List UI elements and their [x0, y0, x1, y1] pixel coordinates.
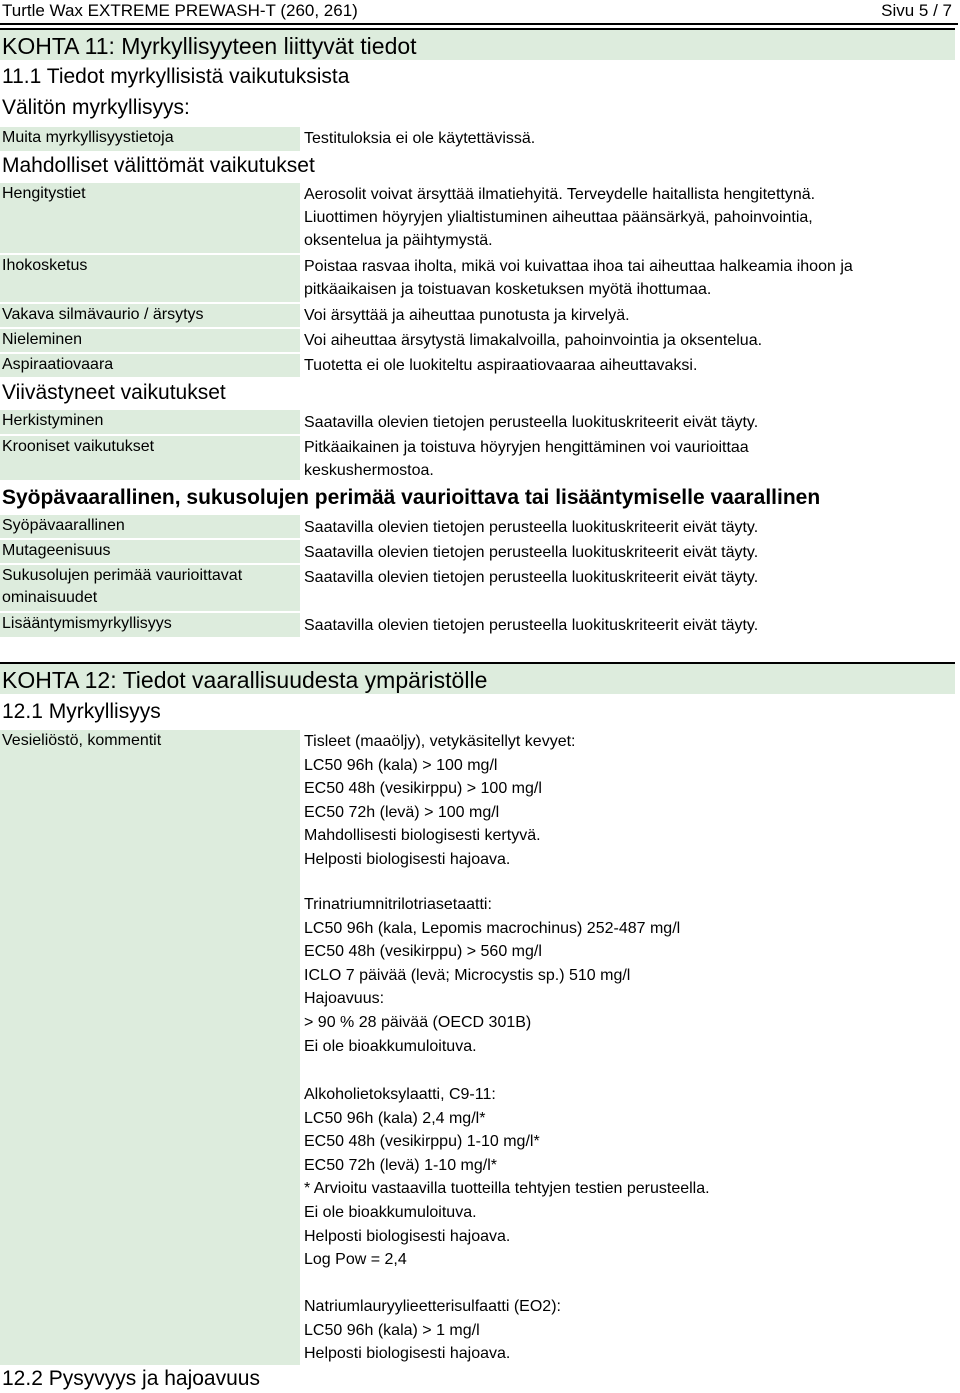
ingestion-label: Nieleminen [0, 329, 300, 352]
acute-toxicity-heading: Välitön myrkyllisyys: [2, 96, 190, 119]
inhalation-label: Hengitystiet [0, 183, 300, 253]
page-number: Sivu 5 / 7 [881, 1, 952, 20]
aquatic-block-nta: Trinatriumnitrilotriasetaatti: LC50 96h (kala, Lepomis macrochinus) 252-487 mg/l EC50 48h (vesikirppu) > 560 mg/l ICLO 7 päivää (levä; Microcystis sp.) 510 mg/l Hajoavuus: > 90 % 28 päivää (OECD 301B) Ei ole bioakkumuloituva. [304, 896, 681, 1055]
other-toxicity-label: Muita myrkyllisyystietoja [0, 127, 300, 151]
subsection-12-2-heading: 12.2 Pysyvyys ja hajoavuus [2, 1367, 260, 1390]
cmr-heading: Syöpävaarallinen, sukusolujen perimää vaurioittava tai lisääntymiselle vaarallinen [2, 486, 821, 509]
chronic-effects-value: Pitkäaikainen ja toistuva höyryjen hengittäminen voi vaurioittaa keskushermostoa. [304, 439, 749, 479]
section-11-title: KOHTA 11: Myrkyllisyyteen liittyvät tiedot [0, 28, 955, 60]
skin-contact-value: Poistaa rasvaa iholta, mikä voi kuivattaa ihoa tai aiheuttaa halkeamia ihoon ja pitkäaikaisen ja toistuavan kosketuksen myötä ihottumaa. [304, 258, 853, 298]
aspiration-label: Aspiraatiovaara [0, 354, 300, 377]
aquatic-comments-label: Vesieliöstö, kommentit [0, 730, 300, 1365]
chronic-effects-label: Krooniset vaikutukset [0, 436, 300, 480]
inhalation-value: Aerosolit voivat ärsyttää ilmatiehyitä. Terveydelle haitallista hengitettynä. Liuottimen höyryjen ylialtistuminen aiheuttaa päänsärkyä, pahoinvointia, oksentelua ja päihtymystä. [304, 186, 816, 249]
mutagenicity-value: Saatavilla olevien tietojen perusteella luokituskriteerit eivät täyty. [304, 544, 759, 561]
sensitization-value: Saatavilla olevien tietojen perusteella luokituskriteerit eivät täyty. [304, 414, 759, 431]
aspiration-value: Tuotetta ei ole luokiteltu aspiraatiovaaraa aiheuttavaksi. [304, 357, 698, 374]
immediate-effects-heading: Mahdolliset välittömät vaikutukset [2, 154, 315, 177]
carcinogenicity-value: Saatavilla olevien tietojen perusteella luokituskriteerit eivät täyty. [304, 519, 759, 536]
aquatic-block-sles: Natriumlauryylieetterisulfaatti (EO2): LC50 96h (kala) > 1 mg/l Helposti biologisesti hajoava. [304, 1298, 561, 1363]
document-title: Turtle Wax EXTREME PREWASH-T (260, 261) [2, 1, 358, 20]
header-divider [0, 23, 958, 25]
delayed-effects-heading: Viivästyneet vaikutukset [2, 381, 226, 404]
mutagenicity-label: Mutageenisuus [0, 540, 300, 563]
skin-contact-label: Ihokosketus [0, 255, 300, 302]
section-12-title: KOHTA 12: Tiedot vaarallisuudesta ympäristölle [0, 662, 955, 694]
carcinogenicity-label: Syöpävaarallinen [0, 515, 300, 538]
ingestion-value: Voi aiheuttaa ärsytystä limakalvoilla, pahoinvointia ja oksentelua. [304, 332, 763, 349]
other-toxicity-value: Testituloksia ei ole käytettävissä. [304, 130, 536, 147]
reproductive-toxicity-value: Saatavilla olevien tietojen perusteella luokituskriteerit eivät täyty. [304, 617, 759, 634]
eye-damage-value: Voi ärsyttää ja aiheuttaa punotusta ja kirvelyä. [304, 307, 630, 324]
subsection-12-1-heading: 12.1 Myrkyllisyys [2, 700, 161, 723]
germ-cell-mutagenicity-label [0, 565, 300, 611]
germ-cell-mutagenicity-label-text: Sukusolujen perimää vaurioittavat ominaisuudet [2, 567, 243, 606]
aquatic-block-distillates: Tisleet (maaöljy), vetykäsitellyt kevyet: LC50 96h (kala) > 100 mg/l EC50 48h (vesikirppu) > 100 mg/l EC50 72h (levä) > 100 mg/l Mahdollisesti biologisesti kertyvä. Helposti biologisesti hajoava. [304, 733, 576, 868]
eye-damage-label: Vakava silmävaurio / ärsytys [0, 304, 300, 327]
subsection-11-1-heading: 11.1 Tiedot myrkyllisistä vaikutuksista [2, 65, 350, 88]
sensitization-label: Herkistyminen [0, 410, 300, 434]
aquatic-block-alcohol-ethoxylate: Alkoholietoksylaatti, C9-11: LC50 96h (kala) 2,4 mg/l* EC50 48h (vesikirppu) 1-10 mg/l* EC50 72h (levä) 1-10 mg/l* * Arvioitu vastaavilla tuotteilla tehtyjen testien perusteella. Ei ole bioakkumuloituva. Helposti biologisesti hajoava. Log Pow = 2,4 [304, 1086, 710, 1269]
germ-cell-mutagenicity-value: Saatavilla olevien tietojen perusteella luokituskriteerit eivät täyty. [304, 569, 759, 586]
reproductive-toxicity-label: Lisääntymismyrkyllisyys [0, 613, 300, 637]
